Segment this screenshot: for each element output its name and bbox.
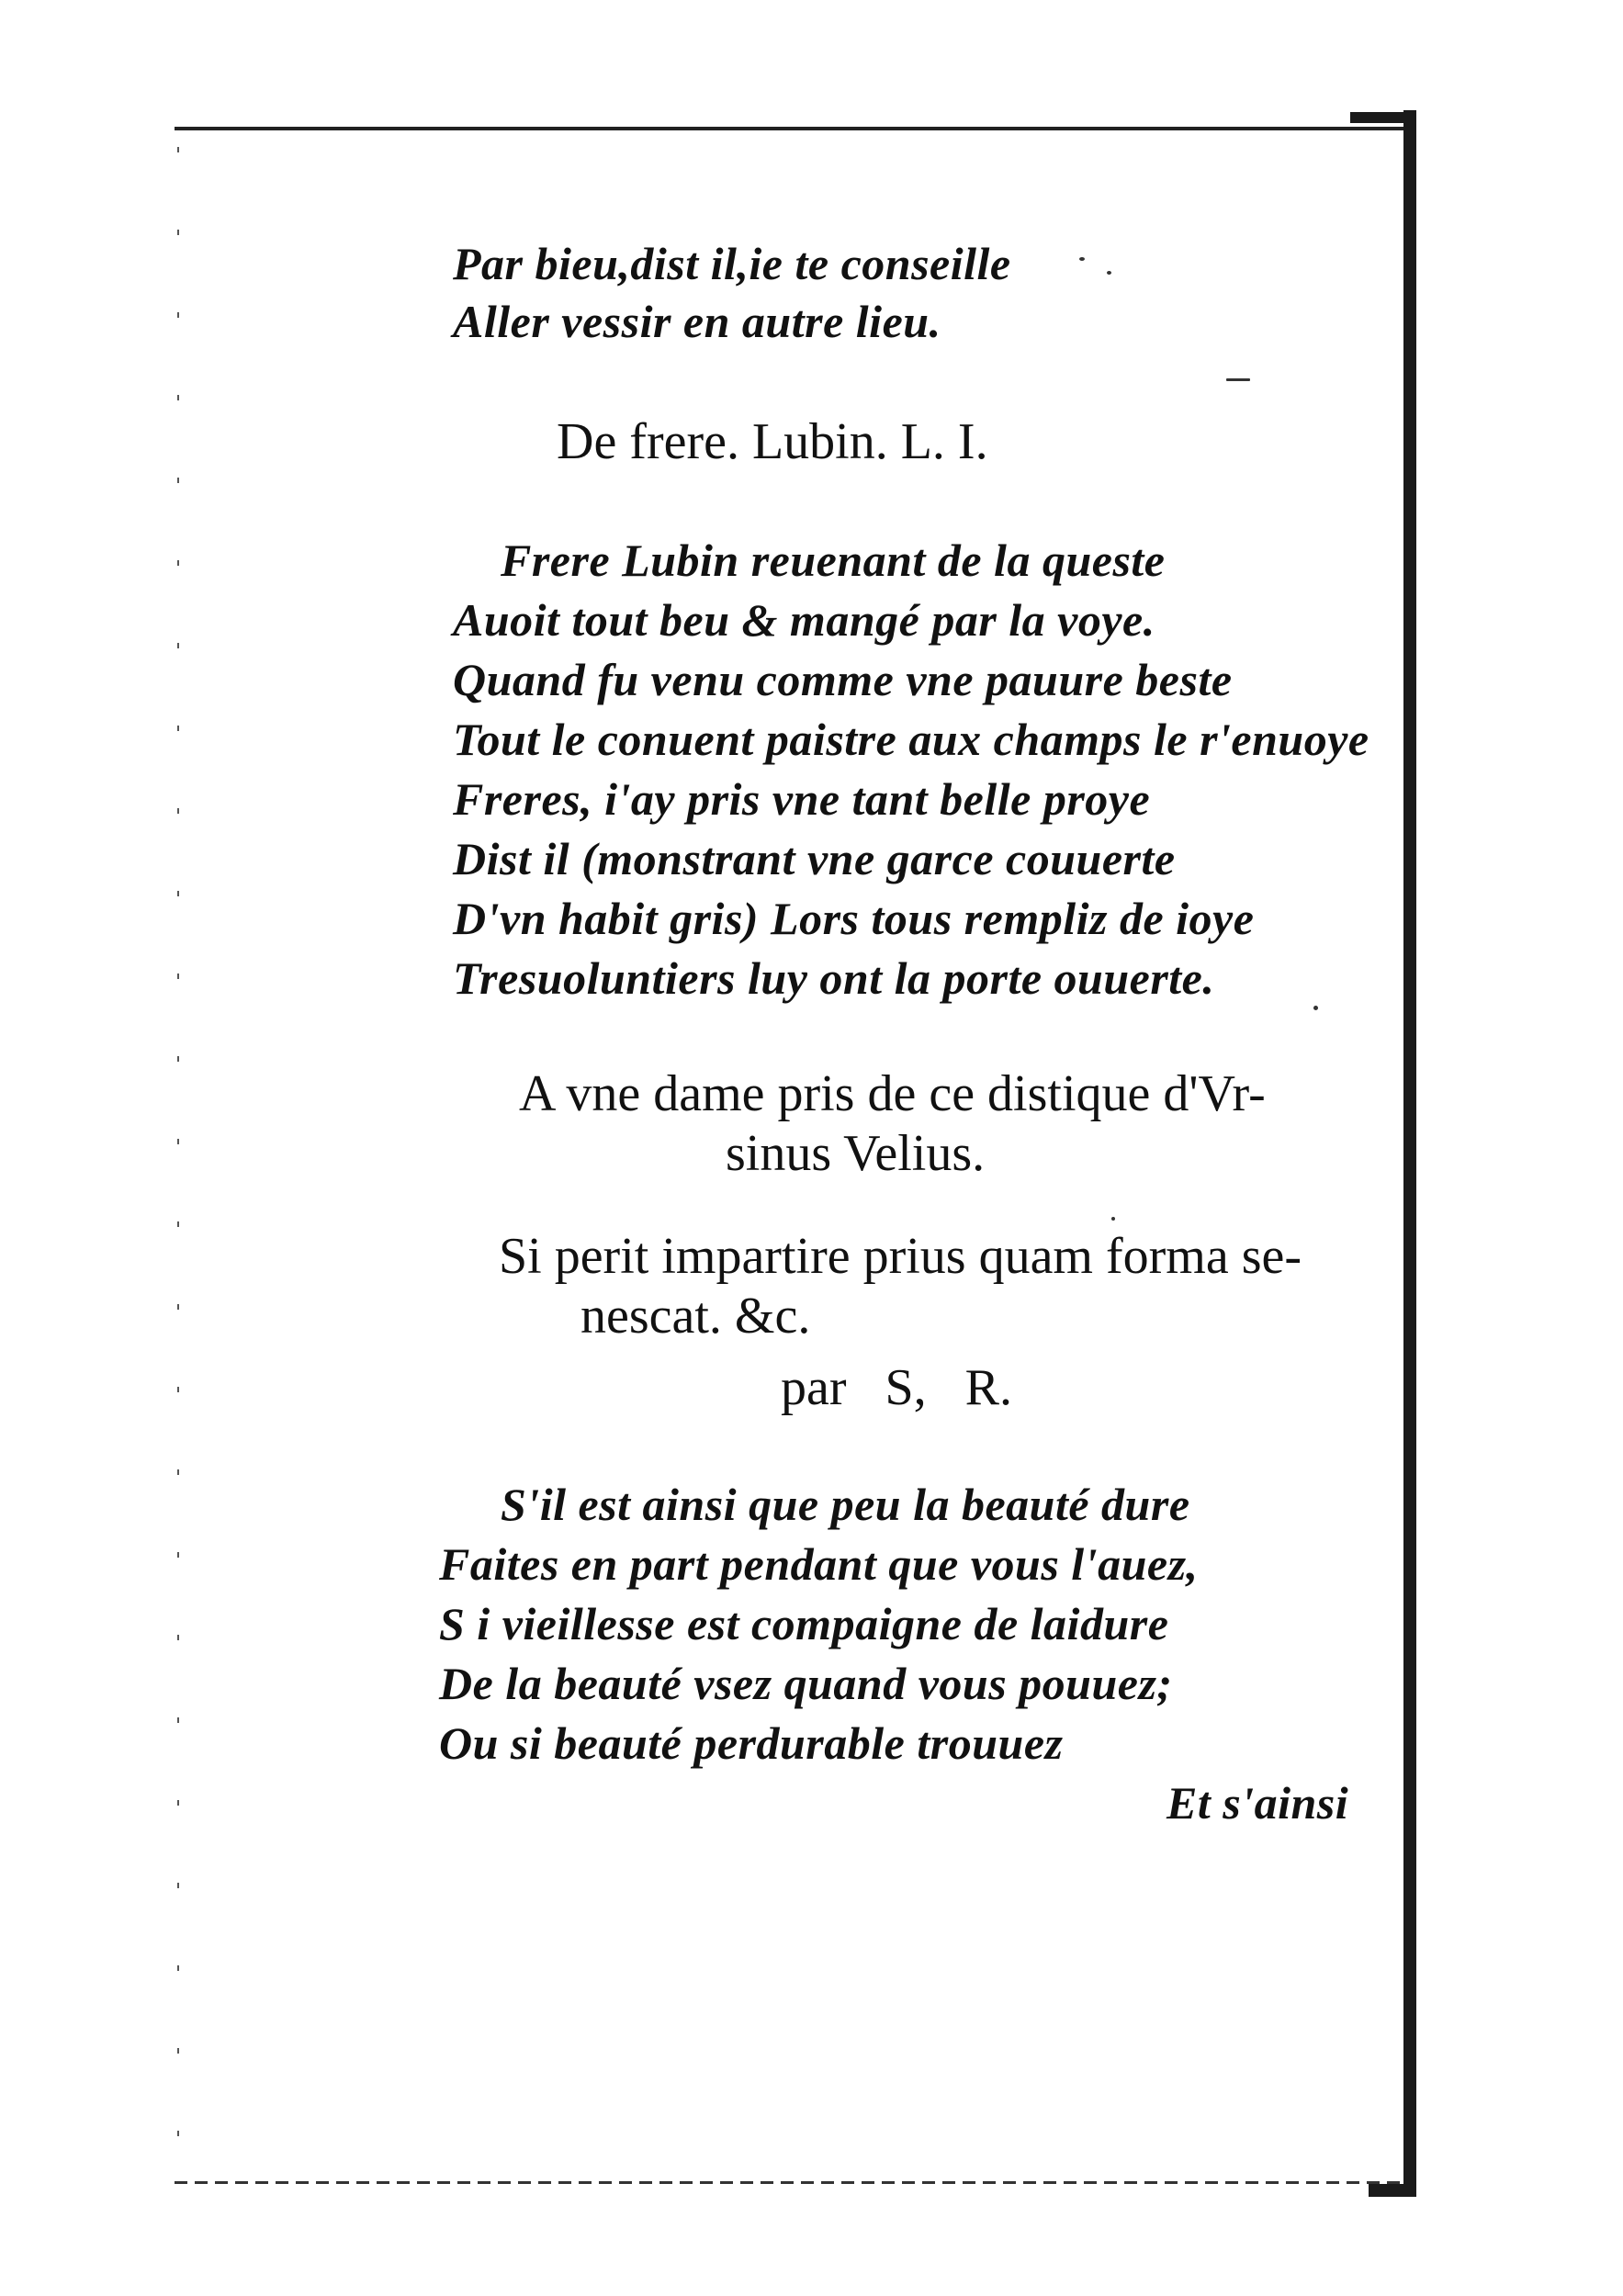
verse-line: Par bieu,dist il,ie te conseille bbox=[453, 238, 1011, 289]
verse-line: De la beauté vsez quand vous pouuez; bbox=[439, 1658, 1173, 1709]
page-border-top bbox=[175, 127, 1405, 130]
verse-line: Quand fu venu comme vne pauure beste bbox=[453, 654, 1233, 705]
verse-line: Dist il (monstrant vne garce couuerte bbox=[453, 833, 1176, 884]
verse-line: S i vieillesse est compaigne de laidure bbox=[439, 1598, 1169, 1649]
verse-line: Auoit tout beu & mangé par la voye. bbox=[453, 594, 1155, 646]
verse-line: Ou si beauté perdurable trouuez bbox=[439, 1717, 1064, 1769]
verse-line: Frere Lubin reuenant de la queste bbox=[501, 535, 1166, 586]
latin-quote: nescat. &c. bbox=[580, 1288, 811, 1345]
page-border-corner-top bbox=[1350, 112, 1416, 123]
catchword: Et s'ainsi bbox=[1167, 1777, 1349, 1829]
scan-speck bbox=[1313, 1006, 1318, 1010]
section-heading: De frere. Lubin. L. I. bbox=[557, 413, 988, 470]
scan-speck bbox=[1111, 1217, 1115, 1221]
scan-speck bbox=[1226, 378, 1250, 381]
verse-line: Tout le conuent paistre aux champs le r'enuoye bbox=[453, 714, 1369, 765]
page-border-bottom bbox=[175, 2181, 1405, 2184]
latin-quote: Si perit impartire prius quam forma se- bbox=[499, 1228, 1302, 1285]
section-heading: A vne dame pris de ce distique d'Vr- bbox=[519, 1065, 1266, 1122]
section-heading: sinus Velius. bbox=[726, 1125, 986, 1182]
verse-line: Tresuoluntiers luy ont la porte ouuerte. bbox=[453, 952, 1215, 1004]
verse-line: D'vn habit gris) Lors tous rempliz de ioye bbox=[453, 893, 1255, 944]
attribution: par S, R. bbox=[781, 1359, 1012, 1416]
verse-line: Freres, i'ay pris vne tant belle proye bbox=[453, 773, 1151, 825]
page-border-right bbox=[1403, 110, 1416, 2195]
scan-speck bbox=[1107, 271, 1111, 275]
verse-line: Faites en part pendant que vous l'auez, bbox=[439, 1538, 1199, 1590]
page-border-left bbox=[177, 147, 179, 2167]
page-border-corner-bottom bbox=[1369, 2184, 1416, 2197]
verse-line: S'il est ainsi que peu la beauté dure bbox=[501, 1479, 1190, 1530]
verse-line: Aller vessir en autre lieu. bbox=[453, 296, 941, 347]
scan-speck bbox=[1079, 257, 1085, 261]
